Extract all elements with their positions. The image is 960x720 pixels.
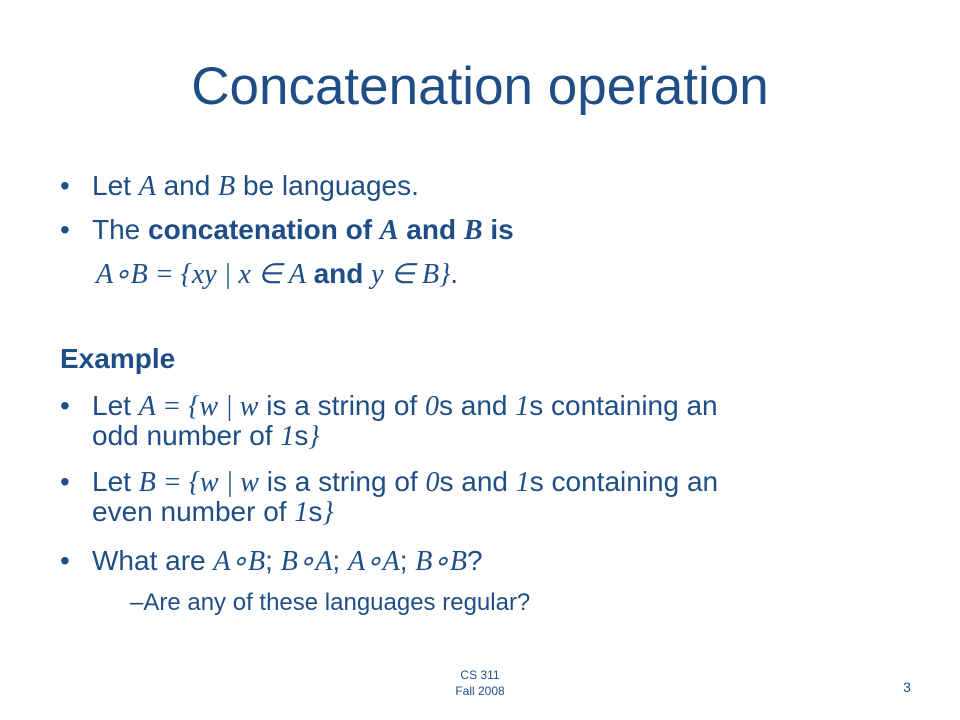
text: What are bbox=[92, 545, 214, 576]
bullet-define-a bbox=[92, 390, 718, 423]
text: s containing an bbox=[529, 390, 718, 421]
math: 1 bbox=[280, 421, 295, 452]
example-heading: Example bbox=[60, 343, 176, 374]
math-a: A bbox=[138, 171, 156, 202]
bullet-marker: • bbox=[60, 545, 70, 576]
text: s and bbox=[439, 466, 516, 497]
bullet-marker: • bbox=[60, 214, 70, 245]
text: ; bbox=[265, 545, 281, 576]
term-bold: concatenation of bbox=[148, 214, 380, 245]
text: Let bbox=[92, 390, 139, 421]
math: } bbox=[308, 421, 320, 452]
text: is a string of bbox=[258, 466, 426, 497]
bullet-marker: • bbox=[60, 466, 70, 497]
math: B∘B bbox=[415, 546, 468, 577]
text: even number of bbox=[92, 496, 295, 527]
math: B∘A bbox=[280, 546, 333, 577]
slide-title: Concatenation operation bbox=[191, 57, 769, 116]
math: 1 bbox=[515, 391, 530, 422]
math-b: B bbox=[218, 171, 236, 202]
math: 0 bbox=[425, 467, 440, 498]
formula-math: y ∈ B} bbox=[371, 259, 451, 290]
slide-footer bbox=[420, 667, 540, 699]
bullet-define-a-cont bbox=[92, 420, 320, 453]
term-bold: is bbox=[482, 214, 514, 245]
math-a: A bbox=[379, 215, 399, 246]
text: Let bbox=[92, 170, 139, 201]
math: 1 bbox=[515, 467, 530, 498]
formula-period: . bbox=[450, 258, 459, 289]
text: odd number of bbox=[92, 420, 281, 451]
page-number: 3 bbox=[903, 679, 911, 695]
text: s containing an bbox=[529, 466, 719, 497]
text: s bbox=[308, 496, 323, 527]
footer-course: CS 311 bbox=[460, 668, 500, 682]
bullet-define-b bbox=[92, 466, 718, 499]
math: 0 bbox=[424, 391, 439, 422]
text: be languages. bbox=[235, 170, 419, 201]
formula-math: A∘B = {xy | x ∈ A bbox=[96, 259, 306, 290]
text: ? bbox=[467, 545, 483, 576]
text: The bbox=[92, 214, 149, 245]
text: s bbox=[294, 420, 309, 451]
math: A∘A bbox=[347, 546, 400, 577]
math: A = {w | w bbox=[138, 391, 259, 422]
bullet-question bbox=[92, 545, 483, 578]
footer-term: Fall 2008 bbox=[455, 684, 505, 698]
term-bold: and bbox=[398, 214, 464, 245]
bullet-marker: • bbox=[60, 390, 70, 421]
math: B = {w | w bbox=[138, 467, 259, 498]
math: } bbox=[322, 497, 334, 528]
text: s and bbox=[438, 390, 516, 421]
text: and bbox=[155, 170, 219, 201]
formula-and: and bbox=[305, 258, 372, 289]
bullet-define-languages bbox=[92, 170, 419, 203]
text: is a string of bbox=[258, 390, 425, 421]
text: Let bbox=[92, 466, 139, 497]
bullet-concatenation-definition bbox=[92, 214, 514, 247]
text: ; bbox=[399, 545, 416, 576]
concatenation-formula bbox=[96, 258, 458, 291]
bullet-marker: • bbox=[60, 170, 70, 201]
text: ; bbox=[332, 545, 348, 576]
bullet-define-b-cont bbox=[92, 496, 334, 529]
math-b: B bbox=[463, 215, 483, 246]
math: 1 bbox=[294, 497, 309, 528]
sub-bullet-regular-question: –Are any of these languages regular? bbox=[130, 589, 531, 616]
math: A∘B bbox=[213, 546, 266, 577]
